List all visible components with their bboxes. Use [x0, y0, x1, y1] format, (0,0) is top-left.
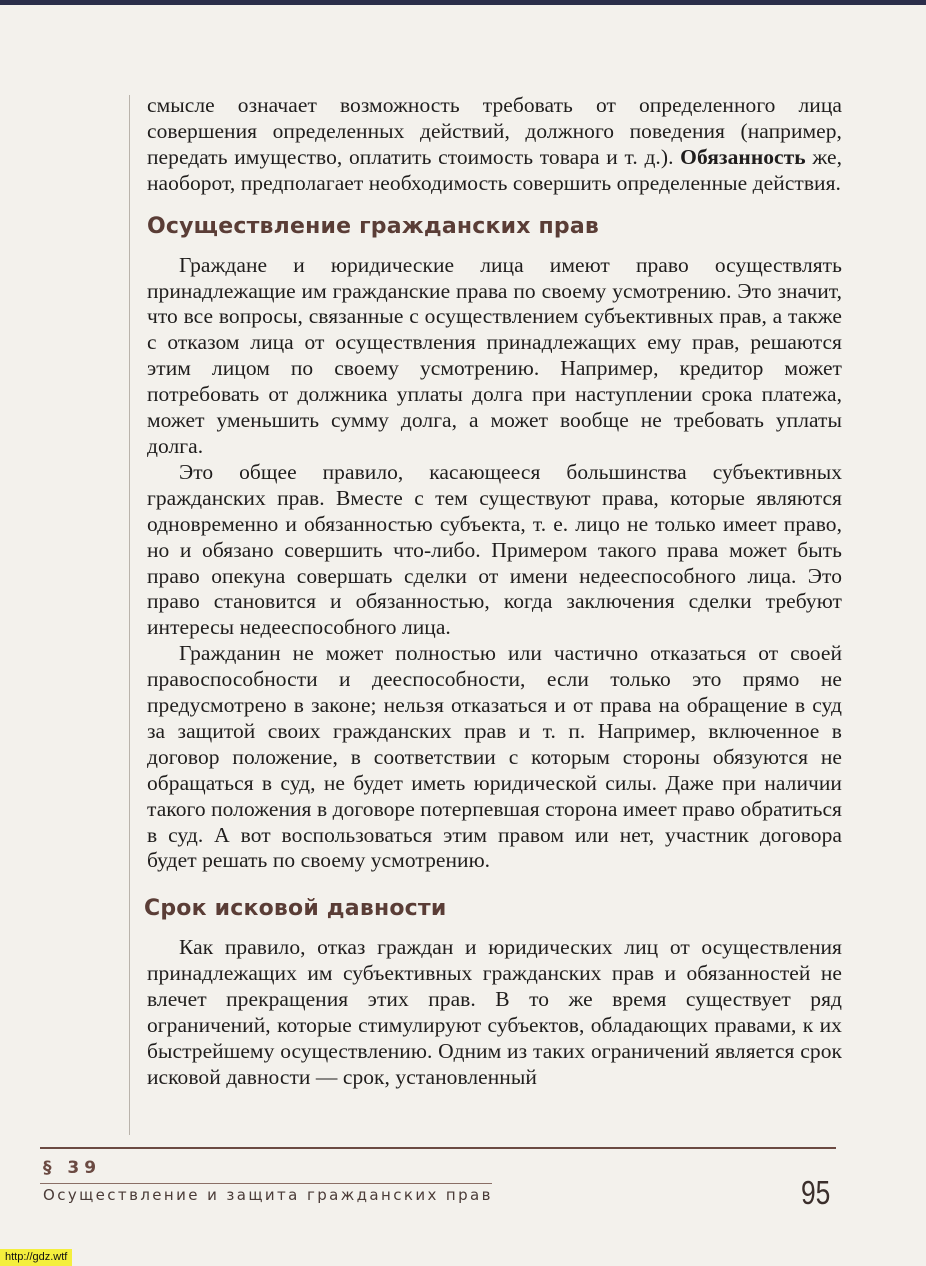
paragraph-2: Это общее правило, касающееся большинства субъективных гражданских прав. Вместе с тем существуют права, которые являются одновременно и обязанностью субъекта, т. е. лицо не только имеет право, но и обязано совершить что-либо. Примером такого права может быть право опекуна совершать сделки от имени недееспособного лица. Это право становится и обязанностью, когда заключения сделки требуют интересы недееспособного лица.: [147, 459, 842, 640]
paragraph-intro: [147, 93, 842, 197]
paragraph-4: Как правило, отказ граждан и юридических лиц от осуществления принадлежащих им субъективных гражданских прав и обязанностей не влечет прекращения этих прав. В то же время существует ряд ограничений, которые стимулируют субъектов, обладающих правами, к их быстрейшему осуществлению. Одним из таких ограничений является срок исковой давности — срок, установленный: [147, 935, 842, 1089]
heading-limitation-period: Срок исковой давности: [144, 896, 447, 922]
bold-term-obligation: Обязанность: [680, 144, 806, 169]
heading-exercise-of-rights: Осуществление гражданских прав: [147, 213, 600, 239]
page-top-edge: [0, 0, 926, 5]
paragraph-1: Граждане и юридические лица имеют право осуществлять принадлежащие им гражданские права по своему усмотрению. Это значит, что все вопросы, связанные с осуществлением субъективных прав, а также с отказом лица от осуществления принадлежащих ему прав, решаются этим лицом по своему усмотрению. Например, кредитор может потребовать от должника уплаты долга при наступлении срока платежа, может уменьшить сумму долга, а может вообще не требовать уплаты долга.: [147, 252, 842, 458]
section-title: Осуществление и защита гражданских прав: [43, 1186, 493, 1204]
footer-rule: [40, 1147, 836, 1149]
page-body: [144, 93, 842, 1091]
paragraph-3: Гражданин не может полностью или частично отказаться от своей правоспособности и дееспособности, если только это прямо не предусмотрено в законе; нельзя отказаться и от права на обращение в суд за защитой своих гражданских прав и т. п. Например, включенное в договор положение, в соответствии с которым стороны обязуются не обращаться в суд, не будет иметь юридической силы. Даже при наличии такого положения в договоре потерпевшая сторона имеет право обратиться в суд. А вот воспользоваться этим правом или нет, участник договора будет решать по своему усмотрению.: [147, 641, 842, 873]
section-number: § 39: [43, 1158, 102, 1178]
footer-thin-rule: [40, 1183, 492, 1184]
page-number: 95: [801, 1174, 831, 1211]
paragraph-intro-start: смысле означает возможность требовать от определенного лица совершения определенных действий, должного поведения (например, передать имущество, оплатить стоимость товара и т. д.).: [147, 93, 842, 169]
margin-rule: [129, 95, 130, 1135]
paragraph-intro-end: же, наоборот, предполагает необходимость совершить определенные действия.: [147, 144, 842, 195]
watermark-link[interactable]: http://gdz.wtf: [0, 1249, 72, 1266]
